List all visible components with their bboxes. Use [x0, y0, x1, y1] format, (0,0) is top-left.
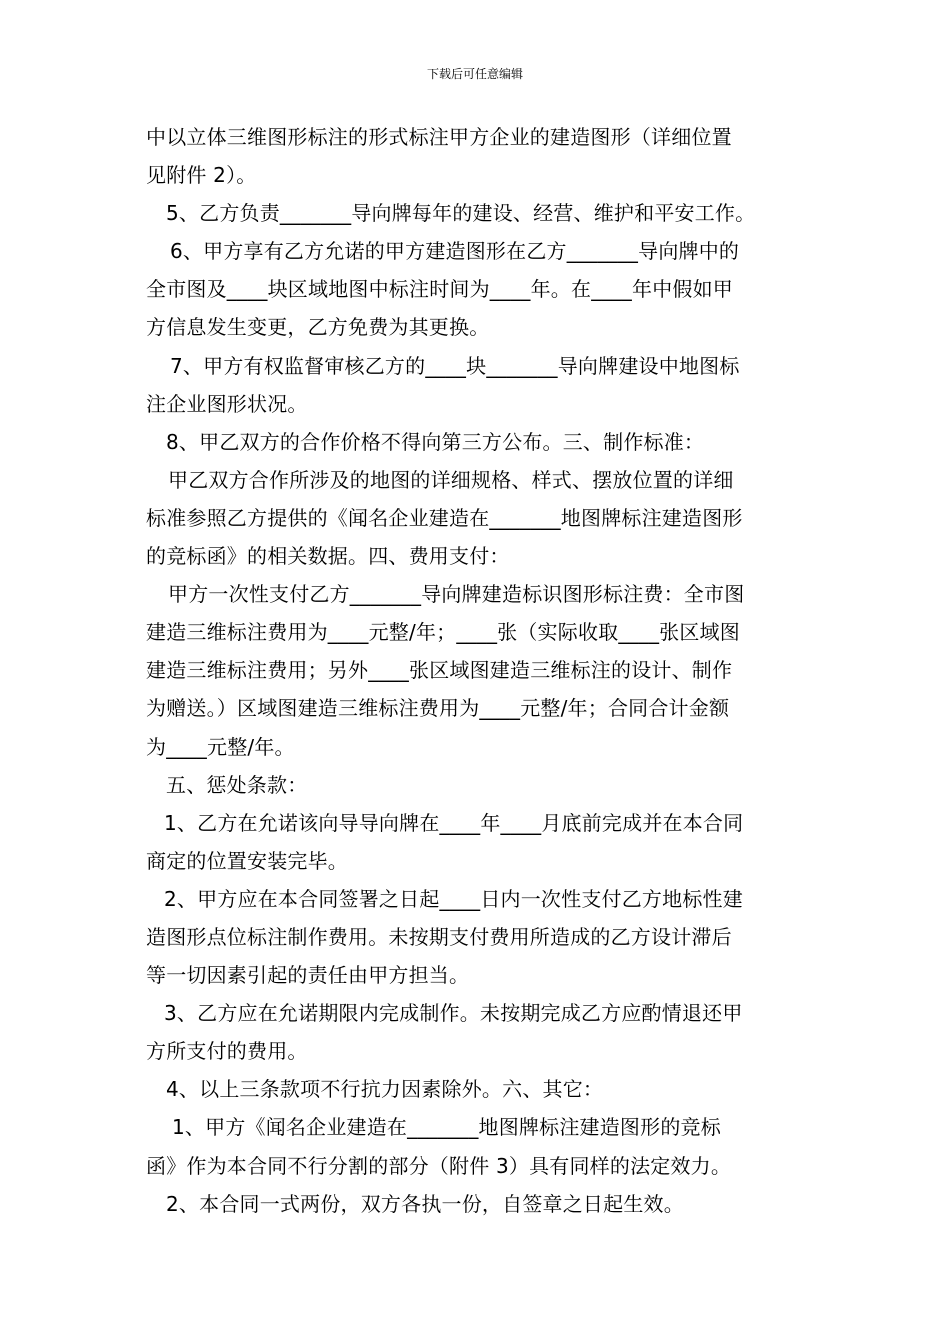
document-body [146, 118, 806, 1223]
text-line: 等一切因素引起的责任由甲方担当。 [146, 963, 470, 988]
text-line: 中以立体三维图形标注的形式标注甲方企业的建造图形（详细位置 [146, 125, 732, 149]
text-line: 商定的位置安装完毕。 [146, 848, 348, 873]
text-line: 6、甲方享有乙方允诺的甲方建造图形在乙方_______导向牌中的 [170, 239, 740, 264]
text-line: 为____元整/年。 [146, 734, 295, 759]
text-line: 甲乙双方合作所涉及的地图的详细规格、样式、摆放位置的详细 [168, 467, 734, 492]
text-line: 见附件 2）。 [146, 163, 257, 188]
text-line: 建造三维标注费用；另外____张区域图建造三维标注的设计、制作 [146, 658, 733, 683]
text-line: 8、甲乙双方的合作价格不得向第三方公布。三、制作标准： [166, 429, 705, 454]
text-line: 2、本合同一式两份，双方各执一份，自签章之日起生效。 [166, 1191, 684, 1216]
text-line: 4、以上三条款项不行抗力因素除外。六、其它： [166, 1077, 604, 1102]
text-line: 甲方一次性支付乙方_______导向牌建造标识图形标注费：全市图 [168, 582, 745, 607]
text-line: 1、乙方在允诺该向导导向牌在____年____月底前完成并在本合同 [164, 810, 744, 835]
text-line: 注企业图形状况。 [146, 391, 308, 416]
text-line: 建造三维标注费用为____元整/年；____张（实际收取____张区域图 [146, 620, 740, 645]
text-line: 造图形点位标注制作费用。未按期支付费用所造成的乙方设计滞后 [146, 924, 732, 949]
text-line: 3、乙方应在允诺期限内完成制作。未按期完成乙方应酌情退还甲 [164, 1001, 743, 1026]
text-line: 7、甲方有权监督审核乙方的____块_______导向牌建设中地图标 [170, 353, 740, 378]
header-note: 下载后可任意编辑 [426, 67, 523, 81]
text-line: 为赠送。）区域图建造三维标注费用为____元整/年；合同合计金额 [146, 696, 730, 721]
text-line: 全市图及____块区域地图中标注时间为____年。在____年中假如甲 [146, 277, 733, 302]
section-heading: 五、惩处条款： [166, 772, 308, 797]
text-line: 方所支付的费用。 [146, 1039, 308, 1064]
text-line: 函》作为本合同不行分割的部分（附件 3）具有同样的法定效力。 [146, 1153, 732, 1178]
text-line: 方信息发生变更，乙方免费为其更换。 [146, 315, 490, 340]
text-line: 2、甲方应在本合同签署之日起____日内一次性支付乙方地标性建 [164, 886, 743, 911]
text-line: 5、乙方负责_______导向牌每年的建设、经营、维护和平安工作。 [166, 201, 756, 226]
text-line: 的竞标函》的相关数据。四、费用支付： [146, 544, 510, 569]
text-line: 1、甲方《闻名企业建造在_______地图牌标注建造图形的竞标 [172, 1115, 721, 1140]
text-line: 标准参照乙方提供的《闻名企业建造在_______地图牌标注建造图形 [146, 505, 743, 530]
